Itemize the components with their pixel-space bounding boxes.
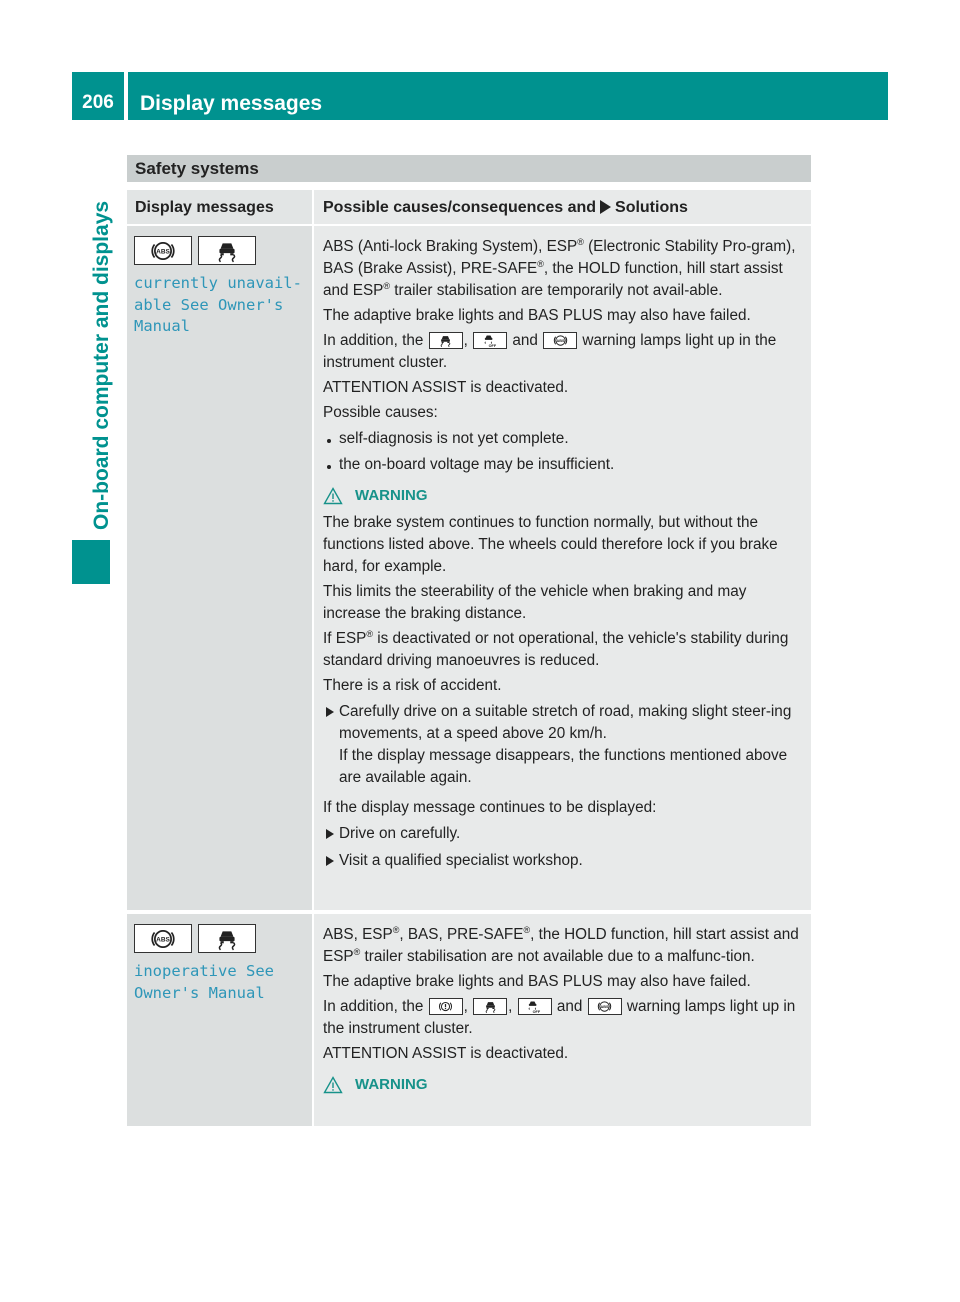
col-header-causes: Possible causes/consequences and (323, 199, 597, 216)
paragraph: The adaptive brake lights and BAS PLUS may also have failed. (323, 307, 751, 324)
list-item: self-diagnosis is not yet complete. (323, 428, 803, 450)
paragraph: This limits the steerability of the vehicle when braking and may increase the braking distance. (323, 583, 747, 622)
display-icons (134, 924, 305, 953)
step-arrow-icon (326, 707, 334, 717)
table-header (127, 190, 811, 224)
paragraph: In addition, the , and warning lamps light up in the instrument cluster. (323, 332, 777, 371)
col-header-causes-solutions (314, 190, 811, 224)
warning-triangle-icon (323, 487, 343, 505)
paragraph: ABS (Anti-lock Braking System), ESP® (Electronic Stability Pro-gram), BAS (Brake Assist), PRE-SAFE®, the HOLD function, hill start assist and ESP® trailer stabilisation are temporarily not avail-able. (323, 236, 796, 299)
abs-icon (134, 236, 192, 265)
chapter-label: On-board computer and displays (90, 200, 113, 530)
brake-warning-icon (429, 998, 463, 1015)
abs-icon (543, 332, 577, 349)
col-header-solutions: Solutions (615, 199, 688, 216)
triangle-arrow-icon (600, 200, 611, 214)
warning-heading: WARNING (323, 485, 803, 507)
section-title: Safety systems (127, 155, 811, 182)
warning-triangle-icon (323, 1076, 343, 1094)
chapter-tab (72, 540, 110, 584)
col-header-display-messages: Display messages (127, 190, 312, 224)
esp-off-icon (518, 998, 552, 1015)
abs-icon (134, 924, 192, 953)
step-item: Carefully drive on a suitable stretch of road, making slight steer-ing movements, at a speed above 20 km/h. If the display message disappears, the functions mentioned above are available again. (323, 701, 803, 789)
paragraph: The brake system continues to function normally, but without the functions listed above. The wheels could therefore lock if you brake hard, for example. (323, 514, 778, 575)
table-row (127, 914, 811, 1126)
table-row (127, 226, 811, 910)
paragraph: ABS, ESP®, BAS, PRE-SAFE®, the HOLD function, hill start assist and ESP® trailer stabilisation are not available due to a malfunc-tion. (323, 924, 799, 965)
paragraph: If ESP® is deactivated or not operational, the vehicle's stability during standard driving manoeuvres is reduced. (323, 628, 789, 669)
abs-icon (588, 998, 622, 1015)
paragraph: In addition, the , , and warning lamps light up in the instrument cluster. (323, 998, 796, 1037)
esp-skid-icon (198, 236, 256, 265)
paragraph: Possible causes: (323, 404, 438, 421)
paragraph: ATTENTION ASSIST is deactivated. (323, 379, 569, 396)
warning-heading: WARNING (323, 1074, 803, 1096)
paragraph: ATTENTION ASSIST is deactivated. (323, 1045, 569, 1062)
display-message-cell (127, 226, 312, 910)
causes-solutions-cell (314, 226, 811, 910)
display-icons (134, 236, 305, 265)
step-arrow-icon (326, 856, 334, 866)
display-message-cell (127, 914, 312, 1126)
page-number: 206 (72, 72, 124, 120)
step-item: Visit a qualified specialist workshop. (323, 850, 803, 873)
bullet-icon (327, 439, 331, 443)
bullet-icon (327, 465, 331, 469)
paragraph: The adaptive brake lights and BAS PLUS may also have failed. (323, 973, 751, 990)
list-item: the on-board voltage may be insufficient. (323, 454, 803, 476)
esp-skid-icon (198, 924, 256, 953)
paragraph: If the display message continues to be displayed: (323, 799, 657, 816)
causes-solutions-cell (314, 914, 811, 1126)
esp-skid-icon (429, 332, 463, 349)
paragraph: There is a risk of accident. (323, 677, 502, 694)
esp-skid-icon (473, 998, 507, 1015)
esp-off-icon (473, 332, 507, 349)
page-title: Display messages (128, 72, 888, 120)
step-item: Drive on carefully. (323, 823, 803, 846)
step-arrow-icon (326, 829, 334, 839)
display-message-text: currently unavail‐ able See Owner's Manual (134, 274, 302, 335)
display-message-text: inoperative See Owner's Manual (134, 962, 274, 1002)
